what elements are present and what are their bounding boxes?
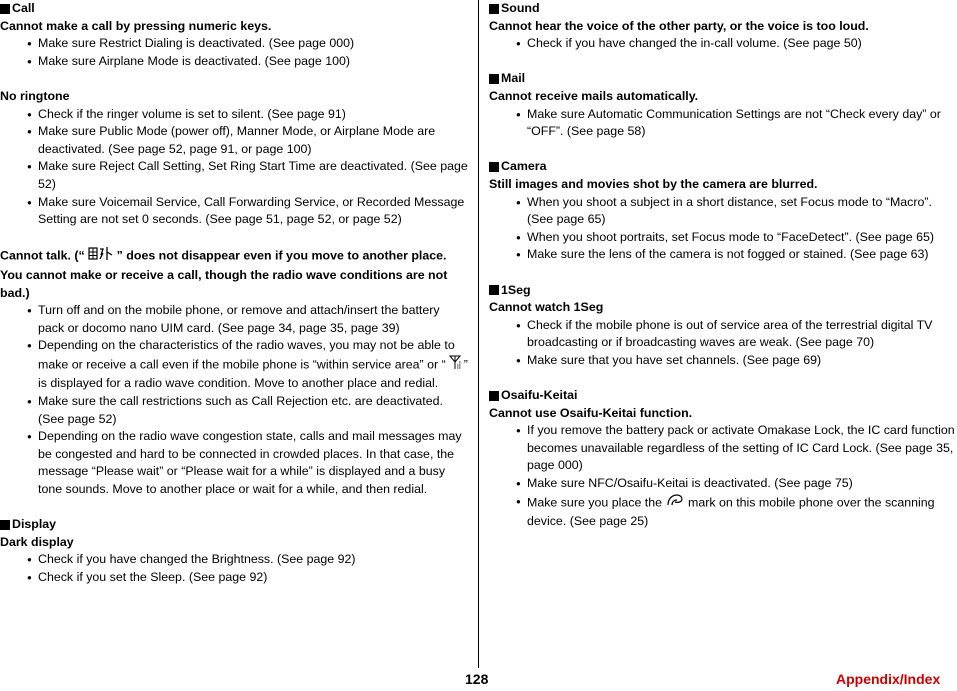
bullet-list [489, 194, 957, 264]
list-item: ● Check if you have changed the Brightness. (See page 92) [26, 551, 468, 569]
column-divider [478, 0, 479, 668]
section-title-text: Camera [501, 159, 547, 174]
bullet-list [0, 302, 468, 499]
bullet-list [489, 422, 957, 531]
list-item [26, 337, 468, 393]
list-item: ● When you shoot portraits, set Focus mode to “FaceDetect”. (See page 65) [515, 229, 957, 247]
bullet-list [489, 35, 957, 53]
out-of-service-icon [88, 246, 114, 267]
right-column [489, 0, 957, 531]
question-no-ringtone: No ringtone [0, 88, 70, 103]
question-camera: Still images and movies shot by the camera are blurred. [489, 176, 818, 191]
question-cannot-talk [0, 246, 468, 302]
list-item: ● Check if the ringer volume is set to silent. (See page 91) [26, 106, 468, 124]
section-square-icon [489, 285, 499, 295]
section-title-text: Osaifu-Keitai [501, 388, 578, 403]
bullet-list [0, 106, 468, 229]
list-item-text: mark on this mobile phone over the scanning device. (See page 25) [527, 495, 935, 529]
list-item: ● Make sure that you have set channels. (See page 69) [515, 352, 957, 370]
list-item: ● Check if you set the Sleep. (See page 92) [26, 569, 468, 587]
question-1seg: Cannot watch 1Seg [489, 300, 604, 315]
question-osaifu: Cannot use Osaifu-Keitai function. [489, 405, 693, 420]
felica-mark-icon [665, 493, 685, 514]
question-text-post: ” does not disappear even if you move to another place. You cannot make or receive a call, though the radio wave conditions are not bad.) [0, 248, 448, 300]
list-item: ● Turn off and on the mobile phone, or remove and attach/insert the battery pack or docomo nano UIM card. (See page 34, page 35, page 39) [26, 302, 468, 337]
list-item: ● Make sure Automatic Communication Settings are not “Check every day” or “OFF”. (See page 58) [515, 106, 957, 141]
bullet-list [489, 106, 957, 141]
question-text-pre: Cannot talk. (“ [0, 248, 85, 263]
section-square-icon [489, 74, 499, 84]
list-item: ● Depending on the radio wave congestion state, calls and mail messages may be congested and hard to be connected in crowded places. In that case, the message “Please wait” or “Please wait for a while” is displayed and a busy tone sounds. Move to another place or wait for a while, and then redial. [26, 428, 468, 498]
question-voice: Cannot hear the voice of the other party, or the voice is too loud. [489, 18, 869, 33]
left-column [0, 0, 468, 587]
list-item-text: Depending on the characteristics of the radio waves, you may not be able to make or receive a call even if the mobile phone is “within service area” or “ [38, 338, 455, 372]
section-title-mail [489, 70, 957, 88]
list-item [515, 493, 957, 531]
section-title-text: Call [12, 1, 35, 15]
bullet-list [489, 317, 957, 370]
section-title-display [0, 516, 468, 534]
question-dark-display: Dark display [0, 534, 74, 549]
section-square-icon [0, 520, 10, 530]
bullet-list [0, 551, 468, 586]
section-square-icon [489, 391, 499, 401]
list-item-text: ” is displayed for a radio wave condition. Move to another place and redial. [38, 357, 468, 391]
section-title-sound [489, 0, 957, 18]
list-item: ● Make sure Restrict Dialing is deactivated. (See page 000) [26, 35, 468, 53]
section-title-call [0, 0, 468, 18]
list-item: ● Make sure Airplane Mode is deactivated. (See page 100) [26, 53, 468, 71]
list-item: ● Make sure NFC/Osaifu-Keitai is deactivated. (See page 75) [515, 475, 957, 493]
list-item: ● When you shoot a subject in a short distance, set Focus mode to “Macro”. (See page 65) [515, 194, 957, 229]
question-mail: Cannot receive mails automatically. [489, 88, 699, 103]
appendix-index-link[interactable]: Appendix/Index [836, 671, 941, 687]
page-number: 128 [465, 671, 489, 687]
list-item: ● Make sure Public Mode (power off), Manner Mode, or Airplane Mode are deactivated. (See page 52, page 91, or page 100) [26, 123, 468, 158]
section-title-text: Display [12, 517, 57, 532]
section-square-icon [489, 4, 499, 14]
bullet-list [0, 35, 468, 70]
section-title-1seg [489, 282, 957, 300]
section-title-camera [489, 158, 957, 176]
section-square-icon [489, 162, 499, 172]
list-item: ● Check if you have changed the in-call volume. (See page 50) [515, 35, 957, 53]
section-square-icon [0, 4, 10, 14]
section-title-text: Mail [501, 71, 526, 86]
list-item: ● Make sure the call restrictions such as Call Rejection etc. are deactivated. (See page 52) [26, 393, 468, 428]
list-item: ● Make sure Voicemail Service, Call Forwarding Service, or Recorded Message Setting are not set 0 seconds. (See page 51, page 52, or page 52) [26, 194, 468, 229]
question-numeric-keys: Cannot make a call by pressing numeric keys. [0, 18, 272, 33]
section-title-osaifu [489, 387, 957, 405]
list-item: ● Check if the mobile phone is out of service area of the terrestrial digital TV broadcasting or if broadcasting waves are weak. (See page 70) [515, 317, 957, 352]
list-item: ● Make sure Reject Call Setting, Set Ring Start Time are deactivated. (See page 52) [26, 158, 468, 193]
section-title-text: 1Seg [501, 282, 531, 297]
list-item: ● Make sure the lens of the camera is not fogged or stained. (See page 63) [515, 246, 957, 264]
list-item: ● If you remove the battery pack or activate Omakase Lock, the IC card function becomes unavailable regardless of the setting of IC Card Lock. (See page 35, page 000) [515, 422, 957, 475]
section-title-text: Sound [501, 1, 540, 15]
list-item-text: Make sure you place the [527, 495, 662, 510]
signal-antenna-icon [449, 355, 461, 376]
